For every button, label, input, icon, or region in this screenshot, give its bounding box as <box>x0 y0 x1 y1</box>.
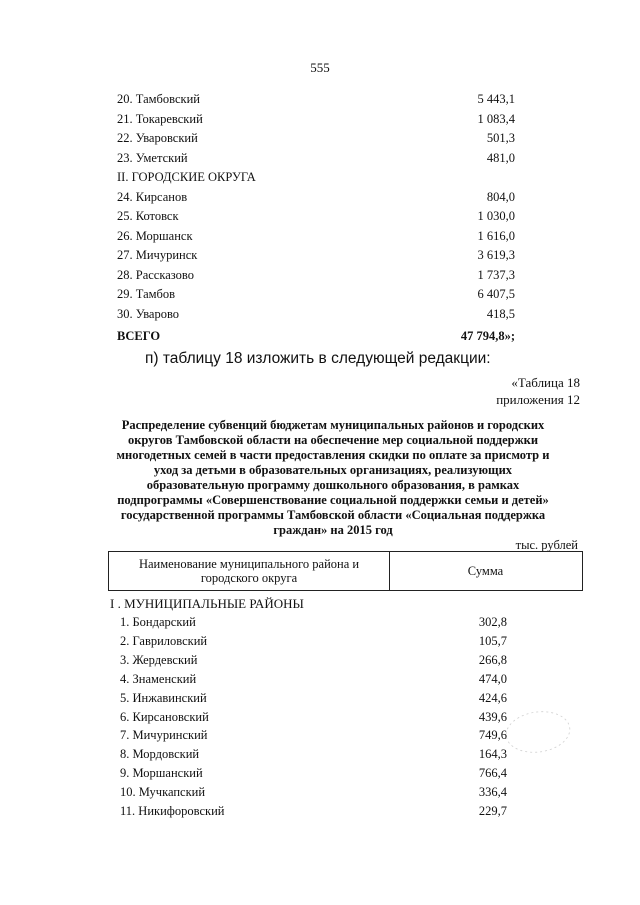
table-row <box>0 783 640 801</box>
table-reference-line2: приложения 12 <box>496 392 580 407</box>
row-name: 26. Моршанск <box>117 228 193 243</box>
header-name-column: Наименование муниципального района и городского округа <box>109 552 390 590</box>
row-name: 24. Кирсанов <box>117 189 188 204</box>
row-name: 25. Котовск <box>117 209 179 223</box>
table-row <box>0 802 640 820</box>
row-name: 1. Бондарский <box>120 615 196 629</box>
table-title: Распределение субвенций бюджетам муниципальных районов и городских округов Тамбовской области на обеспечение мер социальной поддержки многодетных семей в части предоставления скидки по оплате за присмотр и уход за детьми в образовательных организациях, реализующих образовательную программу дошкольного образования, в рамках подпрограммы «Совершенствование социальной поддержки семьи и детей» государственной программы Тамбовской области «Социальная поддержка граждан» на 2015 год <box>116 418 550 537</box>
row-value: 749,6 <box>478 728 507 743</box>
row-name: 4. Знаменский <box>120 671 197 686</box>
table-row <box>0 90 640 108</box>
row-value: 804,0 <box>486 189 515 204</box>
row-name: 21. Токаревский <box>117 111 203 126</box>
table-row <box>0 110 640 128</box>
table-header <box>108 551 583 591</box>
row-name: 11. Никифоровский <box>120 804 225 818</box>
table-row <box>0 188 640 206</box>
row-value: 164,3 <box>478 747 507 762</box>
row-value: 6 407,5 <box>477 287 515 301</box>
row-value: 1 083,4 <box>477 111 515 126</box>
header-sum-column: Сумма <box>467 563 504 578</box>
table-reference-line1: «Таблица 18 <box>511 375 580 390</box>
row-value: 481,0 <box>486 150 515 165</box>
table-row <box>0 305 640 323</box>
row-name: ВСЕГО <box>117 329 161 343</box>
row-name: 8. Мордовский <box>120 747 200 762</box>
row-value: 3 619,3 <box>477 248 515 262</box>
row-name: 6. Кирсановский <box>120 709 209 724</box>
table-row <box>0 246 640 264</box>
row-value: 418,5 <box>486 306 515 321</box>
row-value: 5 443,1 <box>477 92 515 106</box>
row-value: 105,7 <box>478 633 507 648</box>
row-name: 3. Жердевский <box>120 652 198 667</box>
row-name: 2. Гавриловский <box>120 633 208 648</box>
table-row <box>0 149 640 167</box>
row-value: 336,4 <box>478 785 507 800</box>
table-row <box>0 129 640 147</box>
table-row <box>0 327 640 345</box>
table-row <box>0 651 640 669</box>
faded-stamp-mark <box>500 703 576 760</box>
row-value: 474,0 <box>478 671 507 686</box>
row-name: 28. Рассказово <box>117 267 194 282</box>
row-value: 266,8 <box>478 652 507 667</box>
page-number: 555 <box>310 60 330 75</box>
row-name: 22. Уваровский <box>117 131 198 145</box>
table-row <box>0 227 640 245</box>
table-row <box>0 168 640 186</box>
row-name: 7. Мичуринский <box>120 728 208 743</box>
row-value: 424,6 <box>478 690 507 705</box>
row-value: 229,7 <box>478 804 507 818</box>
row-name: 10. Мучкапский <box>120 785 206 800</box>
row-name: II. ГОРОДСКИЕ ОКРУГА <box>117 170 256 184</box>
row-value: 1 616,0 <box>477 228 515 243</box>
table-row <box>0 689 640 707</box>
row-name: 30. Уварово <box>117 306 180 321</box>
row-value: 439,6 <box>478 709 507 724</box>
row-value: 302,8 <box>478 615 507 629</box>
units-label: тыс. рублей <box>515 538 578 552</box>
table-row <box>0 613 640 631</box>
row-name: 29. Тамбов <box>117 287 176 301</box>
row-value: 1 030,0 <box>477 209 515 223</box>
table-row <box>0 266 640 284</box>
row-value: 501,3 <box>486 131 515 145</box>
table-reference <box>496 374 580 408</box>
table-row <box>0 764 640 782</box>
amendment-instruction: п) таблицу 18 изложить в следующей редакции: <box>145 350 491 367</box>
table-row <box>0 285 640 303</box>
row-value: 47 794,8»; <box>460 329 515 343</box>
row-name: 27. Мичуринск <box>117 248 198 262</box>
table-row <box>0 670 640 688</box>
row-value: 766,4 <box>478 766 507 781</box>
row-name: 20. Тамбовский <box>117 92 200 106</box>
row-name: 23. Уметский <box>117 150 188 165</box>
row-value: 1 737,3 <box>477 267 515 282</box>
row-name: 5. Инжавинский <box>120 690 207 705</box>
table-row <box>0 632 640 650</box>
table-row <box>0 207 640 225</box>
row-name: 9. Моршанский <box>120 766 203 781</box>
section-heading-municipal-districts: I . МУНИЦИПАЛЬНЫЕ РАЙОНЫ <box>110 596 304 611</box>
